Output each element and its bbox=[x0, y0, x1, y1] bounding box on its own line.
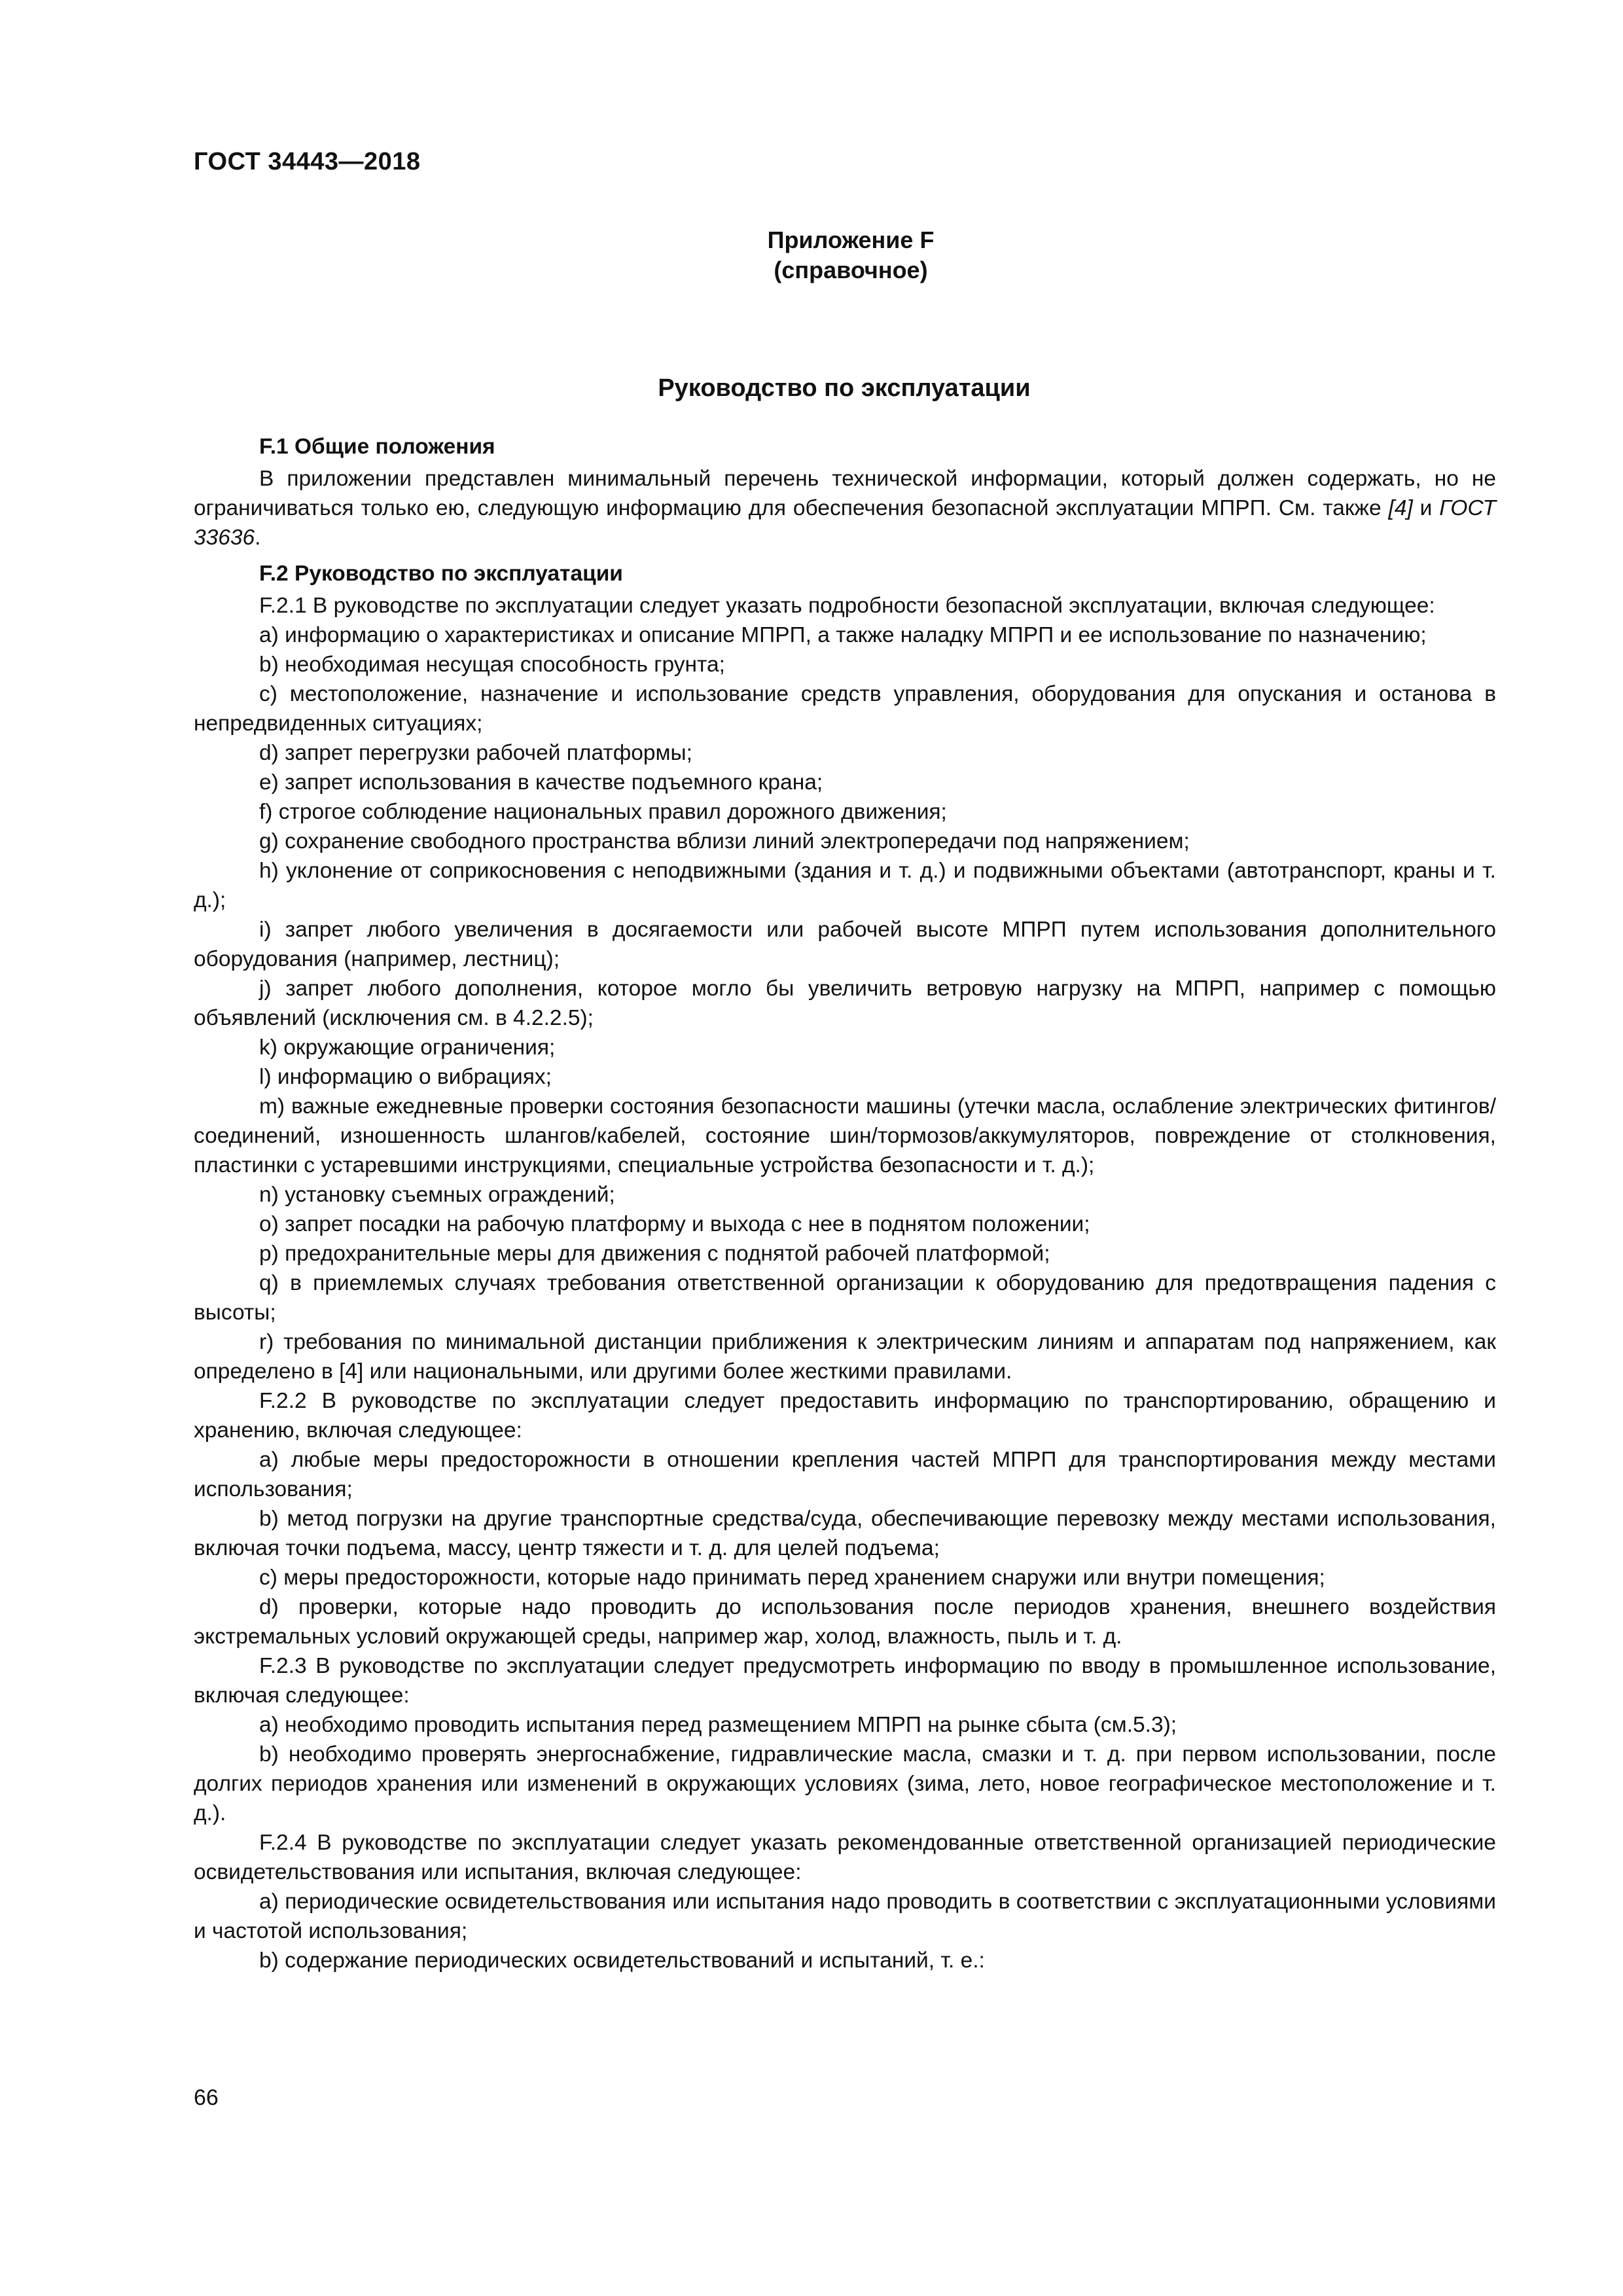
list-item: i) запрет любого увеличения в досягаемости или рабочей высоте МПРП путем использования дополнительного оборудования (например, лестниц); bbox=[194, 918, 1496, 971]
list-item: e) запрет использования в качестве подъемного крана; bbox=[259, 770, 823, 795]
list-item: b) необходимо проверять энергоснабжение, гидравлические масла, смазки и т. д. при первом использовании, после долгих периодов хранения или изменений в окружающих условиях (зима, лето, новое географическое местоположение и т. д.). bbox=[194, 1742, 1496, 1825]
list-item: a) любые меры предосторожности в отношении крепления частей МПРП для транспортирования между местами использования; bbox=[194, 1448, 1496, 1501]
paragraph: F.2.2 В руководстве по эксплуатации следует предоставить информацию по транспортированию, обращению и хранению, включая следующее: bbox=[194, 1389, 1496, 1443]
paragraph-text: . bbox=[255, 526, 261, 550]
paragraph: F.2.3 В руководстве по эксплуатации следует предусмотреть информацию по вводу в промышленное использование, включая следующее: bbox=[194, 1654, 1496, 1708]
paragraph-text: В приложении представлен минимальный перечень технической информации, который должен содержать, но не ограничиваться только ею, следующую информацию для обеспечения безопасной эксплуатации МПРП. См. также bbox=[194, 467, 1496, 520]
document-body bbox=[194, 432, 1496, 1975]
subsection-heading-f2: F.2 Руководство по эксплуатации bbox=[259, 562, 623, 586]
list-item: a) необходимо проводить испытания перед размещением МПРП на рынке сбыта (см.5.3); bbox=[259, 1713, 1177, 1737]
list-item: r) требования по минимальной дистанции приближения к электрическим линиям и аппаратам под напряжением, как определено в [4] или национальными, или другими более жесткими правилами. bbox=[194, 1330, 1496, 1384]
list-item: c) местоположение, назначение и использование средств управления, оборудования для опускания и останова в непредвиденных ситуациях; bbox=[194, 682, 1496, 736]
paragraph: F.2.4 В руководстве по эксплуатации следует указать рекомендованные ответственной организацией периодические освидетельствования или испытания, включая следующее: bbox=[194, 1831, 1496, 1884]
paragraph-text: и bbox=[1412, 496, 1440, 520]
list-item: b) содержание периодических освидетельствований и испытаний, т. е.: bbox=[259, 1948, 985, 1973]
page-number: 66 bbox=[194, 2085, 219, 2110]
annex-label: Приложение F bbox=[767, 226, 935, 253]
list-item: b) необходимая несущая способность грунта; bbox=[259, 653, 725, 677]
list-item: c) меры предосторожности, которые надо принимать перед хранением снаружи или внутри помещения; bbox=[259, 1566, 1325, 1590]
list-item: p) предохранительные меры для движения с поднятой рабочей платформой; bbox=[259, 1242, 1050, 1266]
list-item: d) запрет перегрузки рабочей платформы; bbox=[259, 741, 692, 765]
paragraph-f1-intro bbox=[194, 464, 1496, 552]
list-item: q) в приемлемых случаях требования ответственной организации к оборудованию для предотвращения падения с высоты; bbox=[194, 1271, 1496, 1325]
paragraph: F.2.1 В руководстве по эксплуатации следует указать подробности безопасной эксплуатации, включая следующее: bbox=[259, 594, 1435, 618]
list-item: n) установку съемных ограждений; bbox=[259, 1183, 615, 1207]
list-item: b) метод погрузки на другие транспортные средства/суда, обеспечивающие перевозку между местами использования, включая точки подъема, массу, центр тяжести и т. д. для целей подъема; bbox=[194, 1507, 1496, 1560]
reference-link: [4] bbox=[1388, 496, 1413, 520]
list-item: a) периодические освидетельствования или испытания надо проводить в соответствии с эксплуатационными условиями и частотой использования; bbox=[194, 1890, 1496, 1943]
list-item: m) важные ежедневные проверки состояния безопасности машины (утечки масла, ослабление электрических фитингов/соединений, изношенность шлангов/кабелей, состояние шин/тормозов/аккумуляторов, повреждение от столкновения, пластинки с устаревшими инструкциями, специальные устройства безопасности и т. д.); bbox=[194, 1094, 1496, 1177]
list-item: g) сохранение свободного пространства вблизи линий электропередачи под напряжением; bbox=[259, 829, 1190, 853]
subsection-heading-f1: F.1 Общие положения bbox=[259, 435, 495, 459]
reference-link: ГОСТ 33636 bbox=[194, 496, 1497, 550]
list-item: k) окружающие ограничения; bbox=[259, 1035, 556, 1060]
list-item: j) запрет любого дополнения, которое могло бы увеличить ветровую нагрузку на МПРП, например с помощью объявлений (исключения см. в 4.2.2.5); bbox=[194, 977, 1496, 1030]
list-item: d) проверки, которые надо проводить до использования после периодов хранения, внешнего воздействия экстремальных условий окружающей среды, например жар, холод, влажность, пыль и т. д. bbox=[194, 1595, 1496, 1649]
list-item: f) строгое соблюдение национальных правил дорожного движения; bbox=[259, 800, 947, 824]
list-item: o) запрет посадки на рабочую платформу и выхода с нее в поднятом положении; bbox=[259, 1212, 1090, 1236]
list-item: a) информацию о характеристиках и описание МПРП, а также наладку МПРП и ее использование по назначению; bbox=[259, 623, 1427, 647]
annex-type: (справочное) bbox=[774, 257, 928, 283]
document-standard-id: ГОСТ 34443—2018 bbox=[194, 148, 421, 175]
list-item: l) информацию о вибрациях; bbox=[259, 1065, 552, 1089]
annex-title: Руководство по эксплуатации bbox=[658, 374, 1031, 402]
list-item: h) уклонение от соприкосновения с неподвижными (здания и т. д.) и подвижными объектами (автотранспорт, краны и т. д.); bbox=[194, 859, 1496, 912]
